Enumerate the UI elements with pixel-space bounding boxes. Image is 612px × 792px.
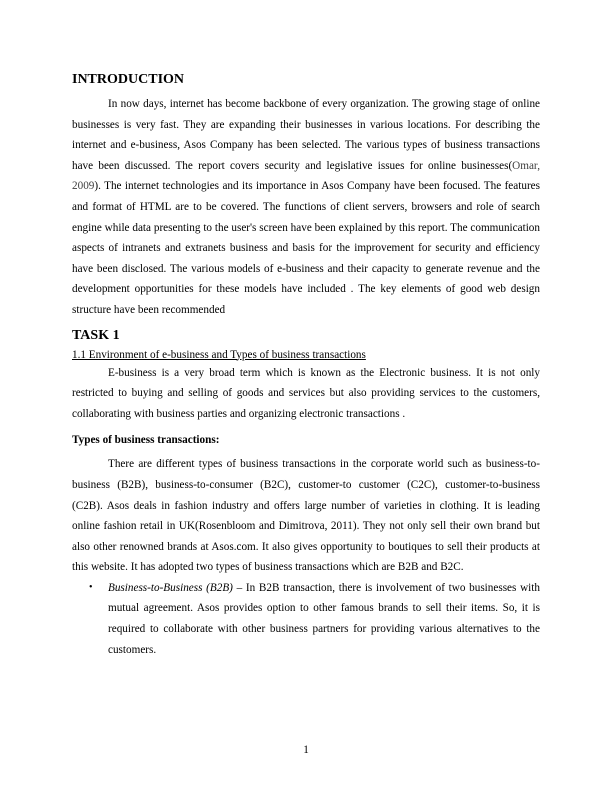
page-content xyxy=(72,72,540,660)
introduction-paragraph xyxy=(72,94,540,321)
task1-heading: TASK 1 xyxy=(72,327,120,343)
introduction-heading: INTRODUCTION xyxy=(72,72,185,87)
intro-text-post: ). The internet technologies and its importance in Asos Company have been focused. The features and format of HTML are to be covered. The functions of client servers, browsers and role of search engine while data presenting to the user's screen have been explained by this report. The communication aspects of intranets and extranets business and basis for the improvement for security and efficiency have been disclosed. The various models of e-business and their capacity to generate revenue and the development opportunities for these models have included . The key elements of good web design structure have been recommended xyxy=(72,180,540,316)
b2b-text: – In B2B transaction, there is involvement of two businesses with mutual agreement. Asos provides option to other famous brands to sell their items. So, it is required to collaborate with other business partners for providing various alternatives to the customers. xyxy=(108,581,540,656)
bullet-icon: • xyxy=(89,581,93,593)
transaction-types-list xyxy=(72,578,540,660)
ebusiness-paragraph: E-business is a very broad term which is known as the Electronic business. It is not only restricted to buying and selling of goods and services but also providing services to the customers, collaborating with business parties and organizing electronic transactions . xyxy=(72,366,540,420)
types-paragraph: There are different types of business transactions in the corporate world such as business-to-business (B2B), business-to-consumer (B2C), customer-to customer (C2C), customer-to-business (C2B). Asos deals in fashion industry and offers large number of varieties in clothing. It is leading online fashion retail in UK(Rosenbloom and Dimitrova, 2011). They not only sell their own brand but also other renowned brands at Asos.com. It also gives opportunity to boutiques to sell their products at this website. It has adopted two types of business transactions which are B2B and B2C. xyxy=(72,458,540,574)
b2b-term: Business-to-Business (B2B) xyxy=(108,581,233,594)
intro-text-pre: In now days, internet has become backbone of every organization. The growing stage of online businesses is very fast. They are expanding their businesses in various locations. For describing the internet and e-business, Asos Company has been selected. The various types of business transactions have been discussed. The report covers security and legislative issues for online businesses( xyxy=(72,98,540,172)
types-heading: Types of business transactions: xyxy=(72,434,220,447)
task1-subheading: 1.1 Environment of e-business and Types of business transactions xyxy=(72,348,366,361)
intro-citation: Omar, 2009 xyxy=(72,159,540,193)
list-item-b2b xyxy=(72,578,540,660)
page-number: 1 xyxy=(303,744,309,756)
